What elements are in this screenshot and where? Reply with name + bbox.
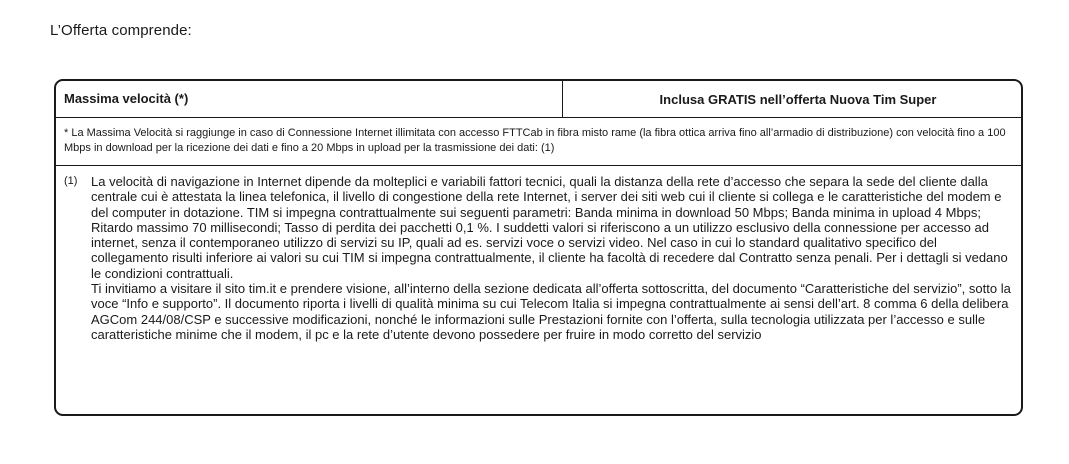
offer-table-header-row — [56, 81, 1021, 118]
max-speed-label: Massima velocità (*) — [56, 81, 563, 117]
note-paragraph-1: La velocità di navigazione in Internet dipende da molteplici e variabili fattori tecnici, quali la distanza della rete d’accesso che separa la sede del cliente dalla centrale cui è attestata la linea telefonica, il livello di congestione della rete Internet, i server dei siti web cui il cliente si collega e le caratteristiche del modem e del computer in dotazione. TIM si impegna contrattualmente sui seguenti parametri: Banda minima in download 50 Mbps; Banda minima in upload 4 Mbps; Ritardo massimo 70 millisecondi; Tasso di perdita dei pacchetti 0,1 %. I suddetti valori si riferiscono a un utilizzo esclusivo della connessione per accesso ad internet, senza il contemporaneo utilizzo di servizi su IP, quali ad es. servizi voce o servizi video. Nel caso in cui lo standard qualitativo specifico del collegamento risulti inferiore ai valori su cui TIM si impegna contrattualmente, il cliente ha facoltà di recedere dal Contratto senza penali. Per i dettagli si vedano le condizioni contrattuali. — [91, 174, 1008, 281]
offer-table — [54, 79, 1023, 416]
offer-inclusion-label: Inclusa GRATIS nell’offerta Nuova Tim Super — [659, 92, 937, 107]
max-speed-footnote: * La Massima Velocità si raggiunge in caso di Connessione Internet illimitata con accesso FTTCab in fibra misto rame (la fibra ottica arriva fino all’armadio di distribuzione) con velocità fino a 100 Mbps in download per la ricezione dei dati e fino a 20 Mbps in upload per la trasmissione dei dati: (1) — [56, 118, 1021, 166]
note-marker: (1) — [64, 175, 78, 187]
note-paragraph-2: Ti invitiamo a visitare il sito tim.it e prendere visione, all’interno della sezione dedicata all’offerta sottoscritta, del documento “Caratteristiche del servizio”, sotto la voce “Info e supporto”. Il documento riporta i livelli di qualità minima su cui Telecom Italia si impegna contrattualmente ai sensi dell’art. 8 comma 6 della delibera AGCom 244/08/CSP e successive modificazioni, nonché le informazioni sulle Prestazioni fornite con l’offerta, sulla tecnologia utilizzata per l’accesso e sulle caratteristiche minime che il modem, il pc e la rete d’utente devono possedere per fruire in modo corretto del servizio — [91, 281, 1011, 342]
speed-details-note — [56, 166, 1021, 342]
offer-intro-heading: L’Offerta comprende: — [50, 22, 192, 39]
note-text — [91, 174, 1011, 342]
